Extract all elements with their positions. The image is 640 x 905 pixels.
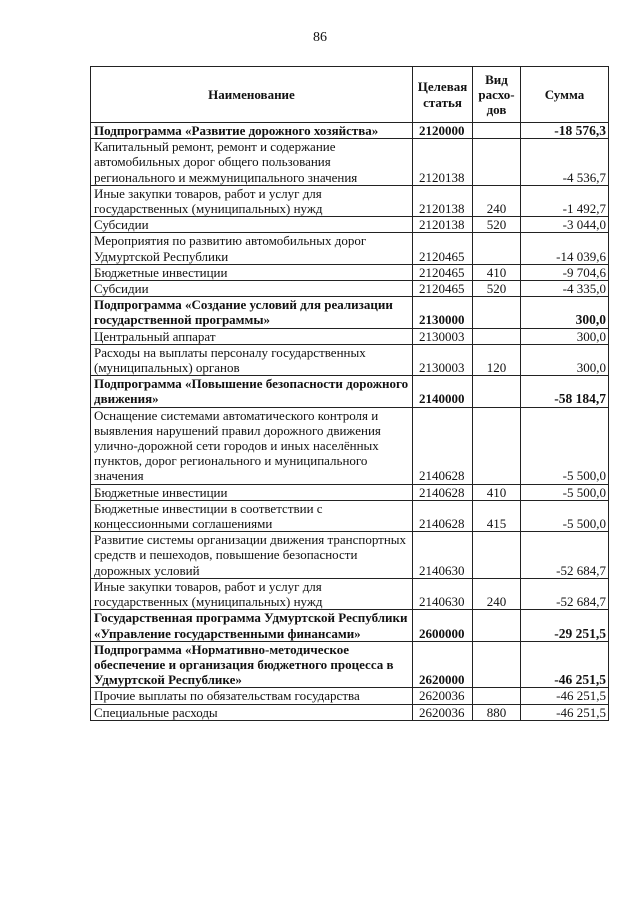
cell-sum: -58 184,7 bbox=[521, 376, 609, 407]
table-row bbox=[91, 185, 609, 216]
cell-name: Государственная программа Удмуртской Республики «Управление государственными финансами» bbox=[91, 610, 413, 641]
cell-kind: 415 bbox=[473, 500, 521, 531]
cell-code: 2120138 bbox=[413, 139, 473, 186]
cell-kind bbox=[473, 532, 521, 579]
cell-name: Центральный аппарат bbox=[91, 328, 413, 344]
cell-sum: -52 684,7 bbox=[521, 532, 609, 579]
table-row bbox=[91, 610, 609, 641]
cell-sum: -4 335,0 bbox=[521, 281, 609, 297]
cell-sum: -46 251,5 bbox=[521, 704, 609, 720]
cell-name: Оснащение системами автоматического контроля и выявления нарушений правил дорожного движения улично-дорожной сети городов и иных населённых пунктов, дорог регионального и муниципального значения bbox=[91, 407, 413, 484]
header-code: Целевая статья bbox=[413, 67, 473, 123]
cell-kind bbox=[473, 688, 521, 704]
cell-code: 2620036 bbox=[413, 704, 473, 720]
cell-name: Субсидии bbox=[91, 217, 413, 233]
cell-code: 2620000 bbox=[413, 641, 473, 688]
cell-code: 2120465 bbox=[413, 264, 473, 280]
cell-name: Подпрограмма «Развитие дорожного хозяйства» bbox=[91, 123, 413, 139]
cell-kind bbox=[473, 139, 521, 186]
cell-code: 2130003 bbox=[413, 328, 473, 344]
cell-sum: -5 500,0 bbox=[521, 484, 609, 500]
cell-kind: 520 bbox=[473, 281, 521, 297]
cell-name: Бюджетные инвестиции bbox=[91, 484, 413, 500]
cell-kind: 240 bbox=[473, 578, 521, 609]
cell-code: 2130000 bbox=[413, 297, 473, 328]
table-row bbox=[91, 484, 609, 500]
cell-kind bbox=[473, 123, 521, 139]
cell-name: Специальные расходы bbox=[91, 704, 413, 720]
cell-sum: -5 500,0 bbox=[521, 500, 609, 531]
cell-sum: 300,0 bbox=[521, 328, 609, 344]
cell-code: 2120465 bbox=[413, 281, 473, 297]
cell-code: 2140630 bbox=[413, 532, 473, 579]
cell-name: Развитие системы организации движения транспортных средств и пешеходов, повышение безопасности дорожных условий bbox=[91, 532, 413, 579]
cell-code: 2140628 bbox=[413, 407, 473, 484]
cell-name: Иные закупки товаров, работ и услуг для государственных (муниципальных) нужд bbox=[91, 185, 413, 216]
table-row bbox=[91, 233, 609, 264]
budget-table bbox=[90, 66, 609, 721]
cell-sum: -18 576,3 bbox=[521, 123, 609, 139]
cell-name: Подпрограмма «Повышение безопасности дорожного движения» bbox=[91, 376, 413, 407]
cell-sum: -4 536,7 bbox=[521, 139, 609, 186]
table-row bbox=[91, 704, 609, 720]
table-row bbox=[91, 641, 609, 688]
cell-kind bbox=[473, 297, 521, 328]
cell-kind bbox=[473, 610, 521, 641]
table-row bbox=[91, 264, 609, 280]
cell-name: Расходы на выплаты персоналу государственных (муниципальных) органов bbox=[91, 344, 413, 375]
cell-name: Подпрограмма «Создание условий для реализации государственной программы» bbox=[91, 297, 413, 328]
cell-name: Бюджетные инвестиции bbox=[91, 264, 413, 280]
cell-sum: -52 684,7 bbox=[521, 578, 609, 609]
cell-code: 2120465 bbox=[413, 233, 473, 264]
cell-name: Иные закупки товаров, работ и услуг для государственных (муниципальных) нужд bbox=[91, 578, 413, 609]
cell-name: Бюджетные инвестиции в соответствии с концессионными соглашениями bbox=[91, 500, 413, 531]
table-row bbox=[91, 328, 609, 344]
table-row bbox=[91, 407, 609, 484]
cell-code: 2140628 bbox=[413, 500, 473, 531]
header-name: Наименование bbox=[91, 67, 413, 123]
cell-kind bbox=[473, 233, 521, 264]
cell-sum: -46 251,5 bbox=[521, 641, 609, 688]
header-sum: Сумма bbox=[521, 67, 609, 123]
cell-kind: 120 bbox=[473, 344, 521, 375]
cell-name: Прочие выплаты по обязательствам государства bbox=[91, 688, 413, 704]
table-row bbox=[91, 297, 609, 328]
cell-name: Субсидии bbox=[91, 281, 413, 297]
cell-kind bbox=[473, 376, 521, 407]
table-row bbox=[91, 500, 609, 531]
table-row bbox=[91, 688, 609, 704]
cell-code: 2600000 bbox=[413, 610, 473, 641]
cell-name: Капитальный ремонт, ремонт и содержание автомобильных дорог общего пользования регионального и межмуниципального значения bbox=[91, 139, 413, 186]
cell-sum: -29 251,5 bbox=[521, 610, 609, 641]
cell-sum: -5 500,0 bbox=[521, 407, 609, 484]
header-kind: Вид расхо-дов bbox=[473, 67, 521, 123]
cell-kind: 240 bbox=[473, 185, 521, 216]
cell-kind: 520 bbox=[473, 217, 521, 233]
table-row bbox=[91, 123, 609, 139]
table-row bbox=[91, 532, 609, 579]
cell-code: 2620036 bbox=[413, 688, 473, 704]
page-number: 86 bbox=[313, 30, 327, 45]
cell-sum: -14 039,6 bbox=[521, 233, 609, 264]
cell-code: 2120138 bbox=[413, 217, 473, 233]
cell-kind bbox=[473, 641, 521, 688]
cell-code: 2140630 bbox=[413, 578, 473, 609]
cell-kind: 410 bbox=[473, 264, 521, 280]
table-row bbox=[91, 376, 609, 407]
cell-sum: -46 251,5 bbox=[521, 688, 609, 704]
cell-code: 2120000 bbox=[413, 123, 473, 139]
cell-sum: -1 492,7 bbox=[521, 185, 609, 216]
cell-sum: 300,0 bbox=[521, 297, 609, 328]
table-row bbox=[91, 217, 609, 233]
cell-code: 2120138 bbox=[413, 185, 473, 216]
cell-kind bbox=[473, 328, 521, 344]
table-row bbox=[91, 281, 609, 297]
cell-kind bbox=[473, 407, 521, 484]
cell-kind: 880 bbox=[473, 704, 521, 720]
cell-code: 2140000 bbox=[413, 376, 473, 407]
cell-name: Мероприятия по развитию автомобильных дорог Удмуртской Республики bbox=[91, 233, 413, 264]
cell-name: Подпрограмма «Нормативно-методическое обеспечение и организация бюджетного процесса в Удмуртской Республике» bbox=[91, 641, 413, 688]
table-header-row bbox=[91, 67, 609, 123]
table-row bbox=[91, 344, 609, 375]
table-row bbox=[91, 139, 609, 186]
cell-code: 2130003 bbox=[413, 344, 473, 375]
table-row bbox=[91, 578, 609, 609]
cell-sum: -9 704,6 bbox=[521, 264, 609, 280]
cell-kind: 410 bbox=[473, 484, 521, 500]
cell-sum: -3 044,0 bbox=[521, 217, 609, 233]
cell-sum: 300,0 bbox=[521, 344, 609, 375]
cell-code: 2140628 bbox=[413, 484, 473, 500]
